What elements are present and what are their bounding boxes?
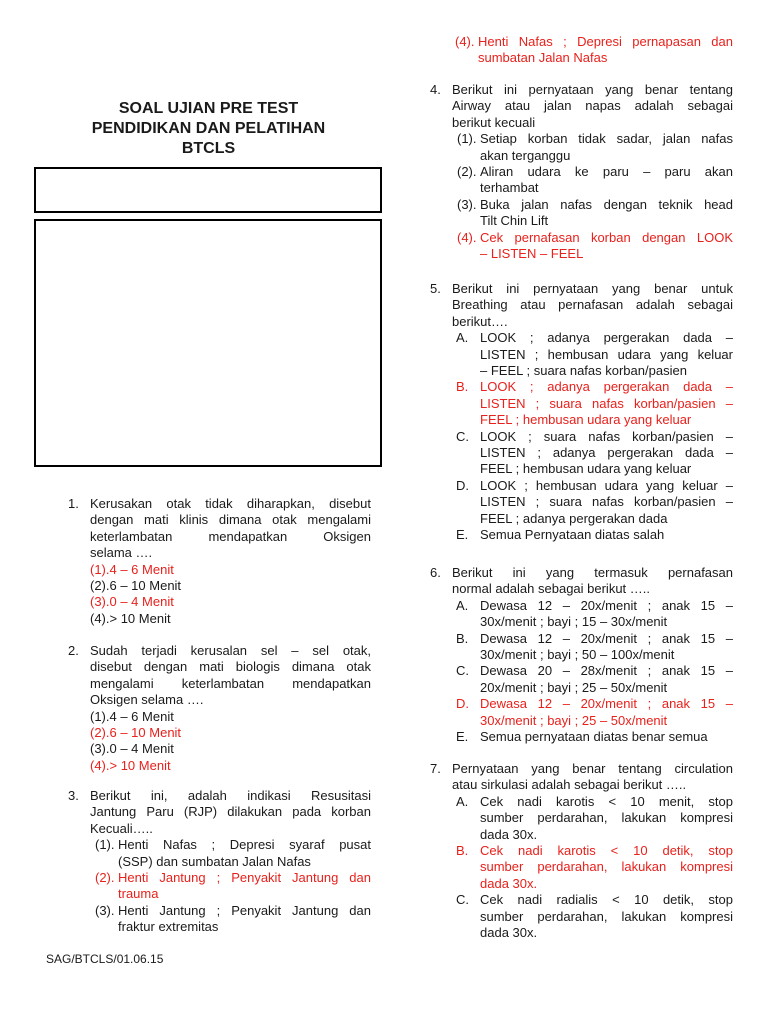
option-c: C. LOOK ; suara nafas korban/pasien – LISTEN ; adanya pergerakan dada – FEEL ; hembusan udara yang keluar (456, 428, 733, 477)
question-number: 7. (430, 761, 441, 776)
option-b-correct: B. Cek nadi karotis < 10 detik, stop sumber perdarahan, lakukan kompresi dada 30x. (456, 843, 733, 891)
title-line-2: PENDIDIKAN DAN PELATIHAN (91, 120, 326, 137)
name-box (34, 167, 382, 213)
question-text (452, 281, 733, 330)
option-c: C. Dewasa 20 – 28x/menit ; anak 15 – 20x/menit ; bayi ; 25 – 50x/menit (456, 663, 733, 695)
question-text (90, 788, 371, 837)
option-d: D. LOOK ; hembusan udara yang keluar – LISTEN ; suara nafas korban/pasien – FEEL ; adanya pergerakan dada (456, 477, 733, 526)
option-4-correct: (4). Cek pernafasan korban dengan LOOK – LISTEN – FEEL (457, 229, 733, 262)
option-a: A. LOOK ; adanya pergerakan dada – LISTEN ; hembusan udara yang keluar – FEEL ; suara nafas korban/pasien (456, 330, 733, 379)
question-text (452, 565, 733, 598)
question-line: disebut dengan mati biologis dimana otak (90, 659, 371, 675)
question-5 (430, 281, 733, 544)
question-line: keterlambatan mendapatkan Oksigen (90, 528, 371, 544)
option-b: B. Dewasa 12 – 20x/menit ; anak 15 – 30x/menit ; bayi ; 50 – 100x/menit (456, 630, 733, 663)
option-e: E. Semua Pernyataan diatas salah (456, 527, 665, 543)
question-6 (430, 565, 733, 745)
question-text (452, 761, 733, 794)
question-line: Oksigen selama …. (90, 692, 204, 708)
question-1 (68, 496, 371, 627)
option-1: (1). Henti Nafas ; Depresi syaraf pusat (SSP) dan sumbatan Jalan Nafas (95, 837, 371, 869)
option-1: (1). Setiap korban tidak sadar, jalan nafas akan terganggu (457, 131, 733, 163)
question-line: Jantung Paru (RJP) dilakukan pada korban (90, 804, 371, 820)
question-line: selama …. (90, 545, 153, 561)
question-line: berikut…. (452, 313, 508, 329)
question-line: Berikut ini yang termasuk pernafasan (452, 565, 733, 580)
question-number: 1. (68, 496, 79, 511)
question-line: Kecuali….. (90, 820, 153, 836)
option-1-correct: (1). 4 – 6 Menit (90, 561, 174, 577)
option-2-correct: (2). Henti Jantung ; Penyakit Jantung dan trauma (95, 870, 371, 902)
option-2: (2). 6 – 10 Menit (90, 578, 182, 594)
document-code: SAG/BTCLS/01.06.15 (46, 952, 164, 966)
option-a: A. Dewasa 12 – 20x/menit ; anak 15 – 30x/menit ; bayi ; 15 – 30x/menit (456, 597, 733, 630)
question-3 (68, 788, 371, 936)
question-line: berikut kecuali (452, 114, 536, 130)
option-b-correct: B. LOOK ; adanya pergerakan dada – LISTEN ; suara nafas korban/pasien – FEEL ; hembusan udara yang keluar (456, 379, 733, 428)
question-line: dengan mati klinis dimana otak mengalami (90, 512, 371, 528)
option-3: (3). 0 – 4 Menit (90, 741, 174, 757)
title-line-1: SOAL UJIAN PRE TEST (118, 100, 299, 117)
question-line: Airway atau jalan napas adalah sebagai (452, 98, 733, 114)
option-d-correct: D. Dewasa 12 – 20x/menit ; anak 15 – 30x/menit ; bayi ; 25 – 50x/menit (456, 696, 733, 728)
option-c: C. Cek nadi radialis < 10 detik, stop sumber perdarahan, lakukan kompresi dada 30x. (456, 892, 733, 941)
question-line: Sudah terjadi kerusalan sel – sel otak, (90, 643, 371, 658)
question-line: Berikut ini pernyataan yang benar untuk (452, 281, 733, 296)
question-line: mengalami keterlambatan mendapatkan (90, 675, 371, 691)
option-2: (2). Aliran udara ke paru – paru akan terhambat (457, 164, 733, 196)
question-7 (430, 761, 733, 941)
question-3-option-4-correct: (4). Henti Nafas ; Depresi pernapasan dan sumbatan Jalan Nafas (455, 34, 733, 66)
question-number: 5. (430, 281, 441, 296)
option-2-correct: (2). 6 – 10 Menit (90, 725, 182, 741)
question-number: 3. (68, 788, 79, 803)
option-4: (4). > 10 Menit (90, 610, 171, 626)
question-line: normal adalah sebagai berikut ….. (452, 581, 651, 597)
question-line: Breathing atau pernafasan adalah sebagai (452, 297, 733, 313)
question-number: 6. (430, 565, 441, 580)
question-text (90, 496, 371, 562)
question-text (452, 82, 733, 131)
option-3-correct: (3). 0 – 4 Menit (90, 594, 174, 610)
title-line-3: BTCLS (181, 140, 236, 157)
question-4 (430, 82, 733, 262)
option-e: E. Semua pernyataan diatas benar semua (456, 729, 708, 745)
option-4-correct: (4). > 10 Menit (90, 757, 171, 773)
option-a: A. Cek nadi karotis < 10 menit, stop sumber perdarahan, lakukan kompresi dada 30x. (456, 793, 733, 842)
question-2 (68, 643, 371, 774)
question-line: Pernyataan yang benar tentang circulation (452, 761, 733, 776)
question-text (90, 643, 371, 709)
question-line: Berikut ini pernyataan yang benar tentang (452, 82, 733, 97)
option-3: (3). Henti Jantung ; Penyakit Jantung dan fraktur extremitas (95, 902, 371, 935)
question-number: 4. (430, 82, 441, 97)
question-line: Berikut ini, adalah indikasi Resusitasi (90, 788, 371, 803)
answer-box (34, 219, 382, 467)
question-number: 2. (68, 643, 79, 658)
option-3: (3). Buka jalan nafas dengan teknik head Tilt Chin Lift (457, 196, 733, 229)
option-1: (1). 4 – 6 Menit (90, 708, 174, 724)
question-line: Kerusakan otak tidak diharapkan, disebut (90, 496, 371, 511)
document-title (35, 99, 382, 159)
question-line: atau sirkulasi adalah sebagai berikut ….. (452, 777, 687, 793)
